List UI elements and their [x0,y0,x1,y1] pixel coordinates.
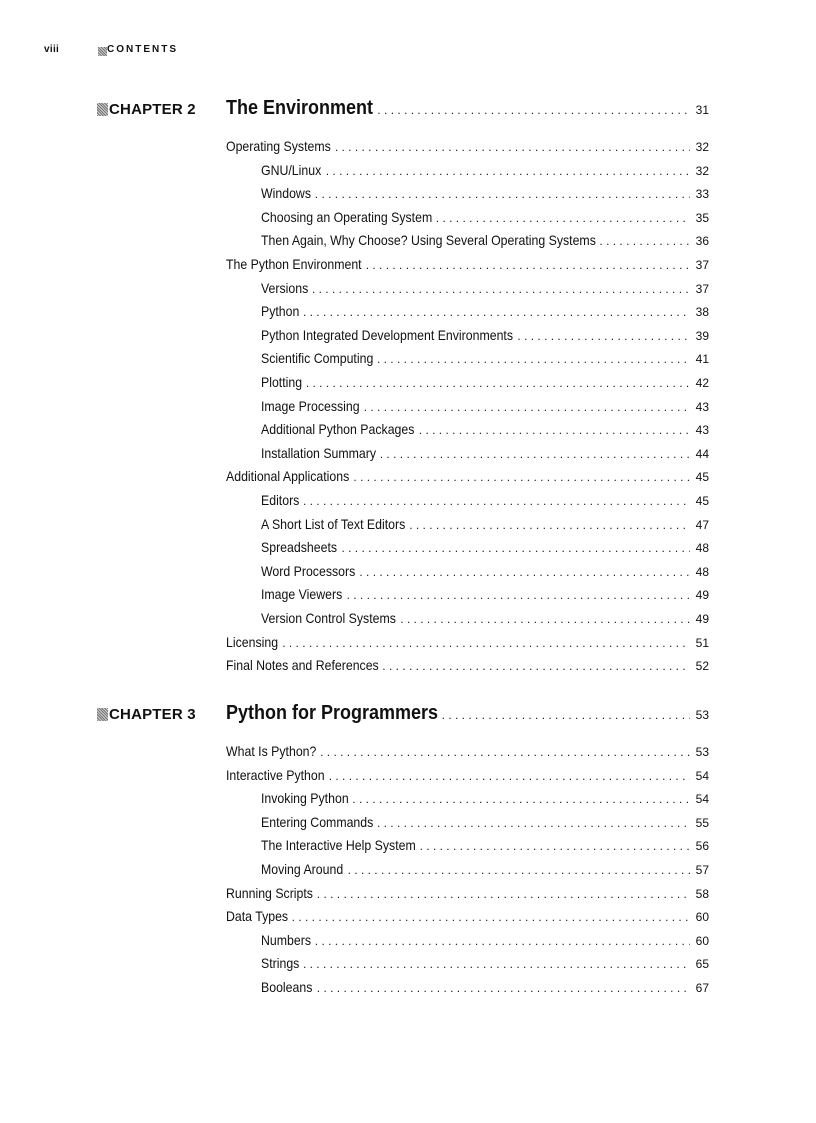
dot-leader [366,258,690,272]
chapter-title: The Environment [226,97,374,119]
chapter-title: Python for Programmers [226,702,439,724]
entry-page-number: 35 [695,210,709,225]
entry-title: Editors [261,492,300,508]
toc-subsection-entry[interactable] [261,398,709,418]
toc-subsection-entry[interactable] [261,814,709,834]
entry-title: Licensing [226,633,279,650]
entry-page-number: 33 [695,187,709,202]
entry-title: Entering Commands [261,813,374,830]
entry-title: Booleans [261,979,313,995]
entry-page-number: 54 [695,768,709,783]
toc-subsection-entry[interactable] [261,516,709,536]
toc-subsection-entry[interactable] [261,539,709,559]
toc-subsection-entry[interactable] [261,421,709,441]
entry-page-number: 60 [695,933,709,948]
toc-subsection-entry[interactable] [261,185,709,205]
entry-page-number: 36 [695,234,709,249]
dot-leader [377,103,690,117]
dot-leader [335,140,690,154]
toc-subsection-entry[interactable] [261,790,709,810]
dot-leader [420,839,690,853]
chapter-label [97,706,196,723]
entry-page-number: 48 [695,564,709,579]
toc-section-entry[interactable] [226,908,709,928]
toc-subsection-entry[interactable] [261,350,709,370]
dot-leader [436,211,690,225]
dot-leader [303,957,690,971]
chapter-number: CHAPTER 3 [109,706,196,723]
entry-title: Then Again, Why Choose? Using Several Operating Systems [261,232,596,249]
chapter-heading-link[interactable] [226,97,709,120]
toc-subsection-entry[interactable] [261,374,709,394]
entry-page-number: 38 [695,305,709,320]
dot-leader [359,565,690,579]
entry-page-number: 65 [695,957,709,972]
entry-page-number: 32 [695,163,709,178]
toc-subsection-entry[interactable] [261,563,709,583]
dot-leader [382,659,690,673]
entry-title: Data Types [226,908,289,925]
chapter-page-number: 53 [695,708,709,722]
entry-title: Image Processing [261,397,360,414]
entry-title: Additional Python Packages [261,421,415,438]
dot-leader [400,612,690,626]
toc-subsection-entry[interactable] [261,610,709,630]
entry-title: Python Integrated Development Environments [261,326,514,343]
dot-leader [317,981,690,995]
toc-section-entry[interactable] [226,657,709,677]
entry-title: The Python Environment [226,256,362,272]
dot-leader [409,518,690,532]
entry-title: GNU/Linux [261,161,322,178]
page-number: viii [44,44,60,55]
toc-subsection-entry[interactable] [261,955,709,975]
entry-page-number: 67 [695,981,709,995]
entry-page-number: 47 [695,517,709,532]
toc-section-entry[interactable] [226,885,709,905]
chapter-number: CHAPTER 2 [109,101,196,118]
entry-page-number: 49 [695,612,709,626]
entry-title: Choosing an Operating System [261,208,433,225]
toc-subsection-entry[interactable] [261,303,709,323]
entry-page-number: 45 [695,494,709,508]
entry-page-number: 37 [695,281,709,296]
toc-subsection-entry[interactable] [261,932,709,952]
chapter-marker-icon [97,708,108,721]
entry-page-number: 42 [695,376,709,390]
dot-leader [282,636,690,650]
entry-title: Installation Summary [261,444,377,461]
entry-page-number: 54 [695,792,709,807]
dot-leader [353,470,690,484]
toc-subsection-entry[interactable] [261,209,709,229]
entry-page-number: 49 [695,588,709,603]
entry-page-number: 43 [695,423,709,438]
entry-title: Running Scripts [226,884,313,901]
entry-page-number: 37 [695,258,709,272]
toc-subsection-entry[interactable] [261,837,709,857]
toc-section-entry[interactable] [226,256,709,276]
dot-leader [326,164,690,178]
dot-leader [292,910,690,924]
entry-title: Additional Applications [226,468,350,485]
chapter-heading-link[interactable] [226,702,709,725]
toc-subsection-entry[interactable] [261,445,709,465]
chapter-page-number: 31 [695,103,709,117]
toc-subsection-entry[interactable] [261,586,709,606]
toc-section-entry[interactable] [226,767,709,787]
dot-leader [306,376,690,390]
entry-title: Moving Around [261,861,344,877]
dot-leader [352,792,690,806]
entry-page-number: 56 [695,839,709,854]
entry-title: Spreadsheets [261,539,338,556]
entry-page-number: 41 [695,352,709,367]
chapter-marker-icon [97,103,108,116]
entry-title: The Interactive Help System [261,837,416,854]
dot-leader [442,708,690,722]
entry-page-number: 45 [695,470,709,485]
entry-title: Image Viewers [261,586,343,603]
entry-page-number: 55 [695,815,709,830]
dot-leader [303,305,690,319]
toc-subsection-entry[interactable] [261,492,709,512]
toc-subsection-entry[interactable] [261,232,709,252]
entry-page-number: 43 [695,399,709,414]
entry-page-number: 57 [695,863,709,877]
entry-title: Versions [261,279,309,296]
entry-title: Final Notes and References [226,657,379,674]
dot-leader [380,447,690,461]
toc-section-entry[interactable] [226,138,709,158]
dot-leader [315,934,690,948]
entry-title: Invoking Python [261,790,349,807]
running-header-title: CONTENTS [107,44,178,55]
entry-page-number: 58 [695,886,709,901]
entry-page-number: 44 [695,446,709,461]
entry-page-number: 32 [695,140,709,154]
entry-title: Word Processors [261,562,356,579]
entry-title: Numbers [261,931,311,948]
entry-title: Interactive Python [226,766,325,783]
dot-leader [329,769,690,783]
entry-title: A Short List of Text Editors [261,515,406,532]
toc-subsection-entry[interactable] [261,280,709,300]
entry-title: Python [261,303,300,320]
entry-title: Plotting [261,374,303,390]
entry-page-number: 53 [695,745,709,759]
dot-leader [377,352,690,366]
entry-title: What Is Python? [226,743,317,759]
dot-leader [315,187,690,201]
section-marker-icon [98,47,107,56]
dot-leader [348,863,690,877]
toc-subsection-entry[interactable] [261,861,709,881]
entry-page-number: 51 [695,635,709,650]
entry-title: Scientific Computing [261,350,374,367]
entry-title: Version Control Systems [261,610,396,626]
dot-leader [419,423,690,437]
dot-leader [599,234,690,248]
entry-page-number: 60 [695,910,709,925]
dot-leader [347,588,690,602]
toc-subsection-entry[interactable] [261,327,709,347]
dot-leader [317,887,690,901]
dot-leader [364,400,690,414]
toc-subsection-entry[interactable] [261,979,709,999]
entry-title: Windows [261,185,311,202]
entry-page-number: 52 [695,659,709,674]
dot-leader [341,541,690,555]
toc-section-entry[interactable] [226,468,709,488]
entry-title: Strings [261,955,300,972]
toc-subsection-entry[interactable] [261,162,709,182]
dot-leader [303,494,690,508]
dot-leader [312,282,690,296]
chapter-label [97,101,196,118]
entry-page-number: 48 [695,541,709,556]
toc-section-entry[interactable] [226,634,709,654]
dot-leader [377,816,690,830]
dot-leader [517,329,690,343]
toc-section-entry[interactable] [226,743,709,763]
dot-leader [320,745,690,759]
entry-page-number: 39 [695,328,709,343]
entry-title: Operating Systems [226,138,331,154]
